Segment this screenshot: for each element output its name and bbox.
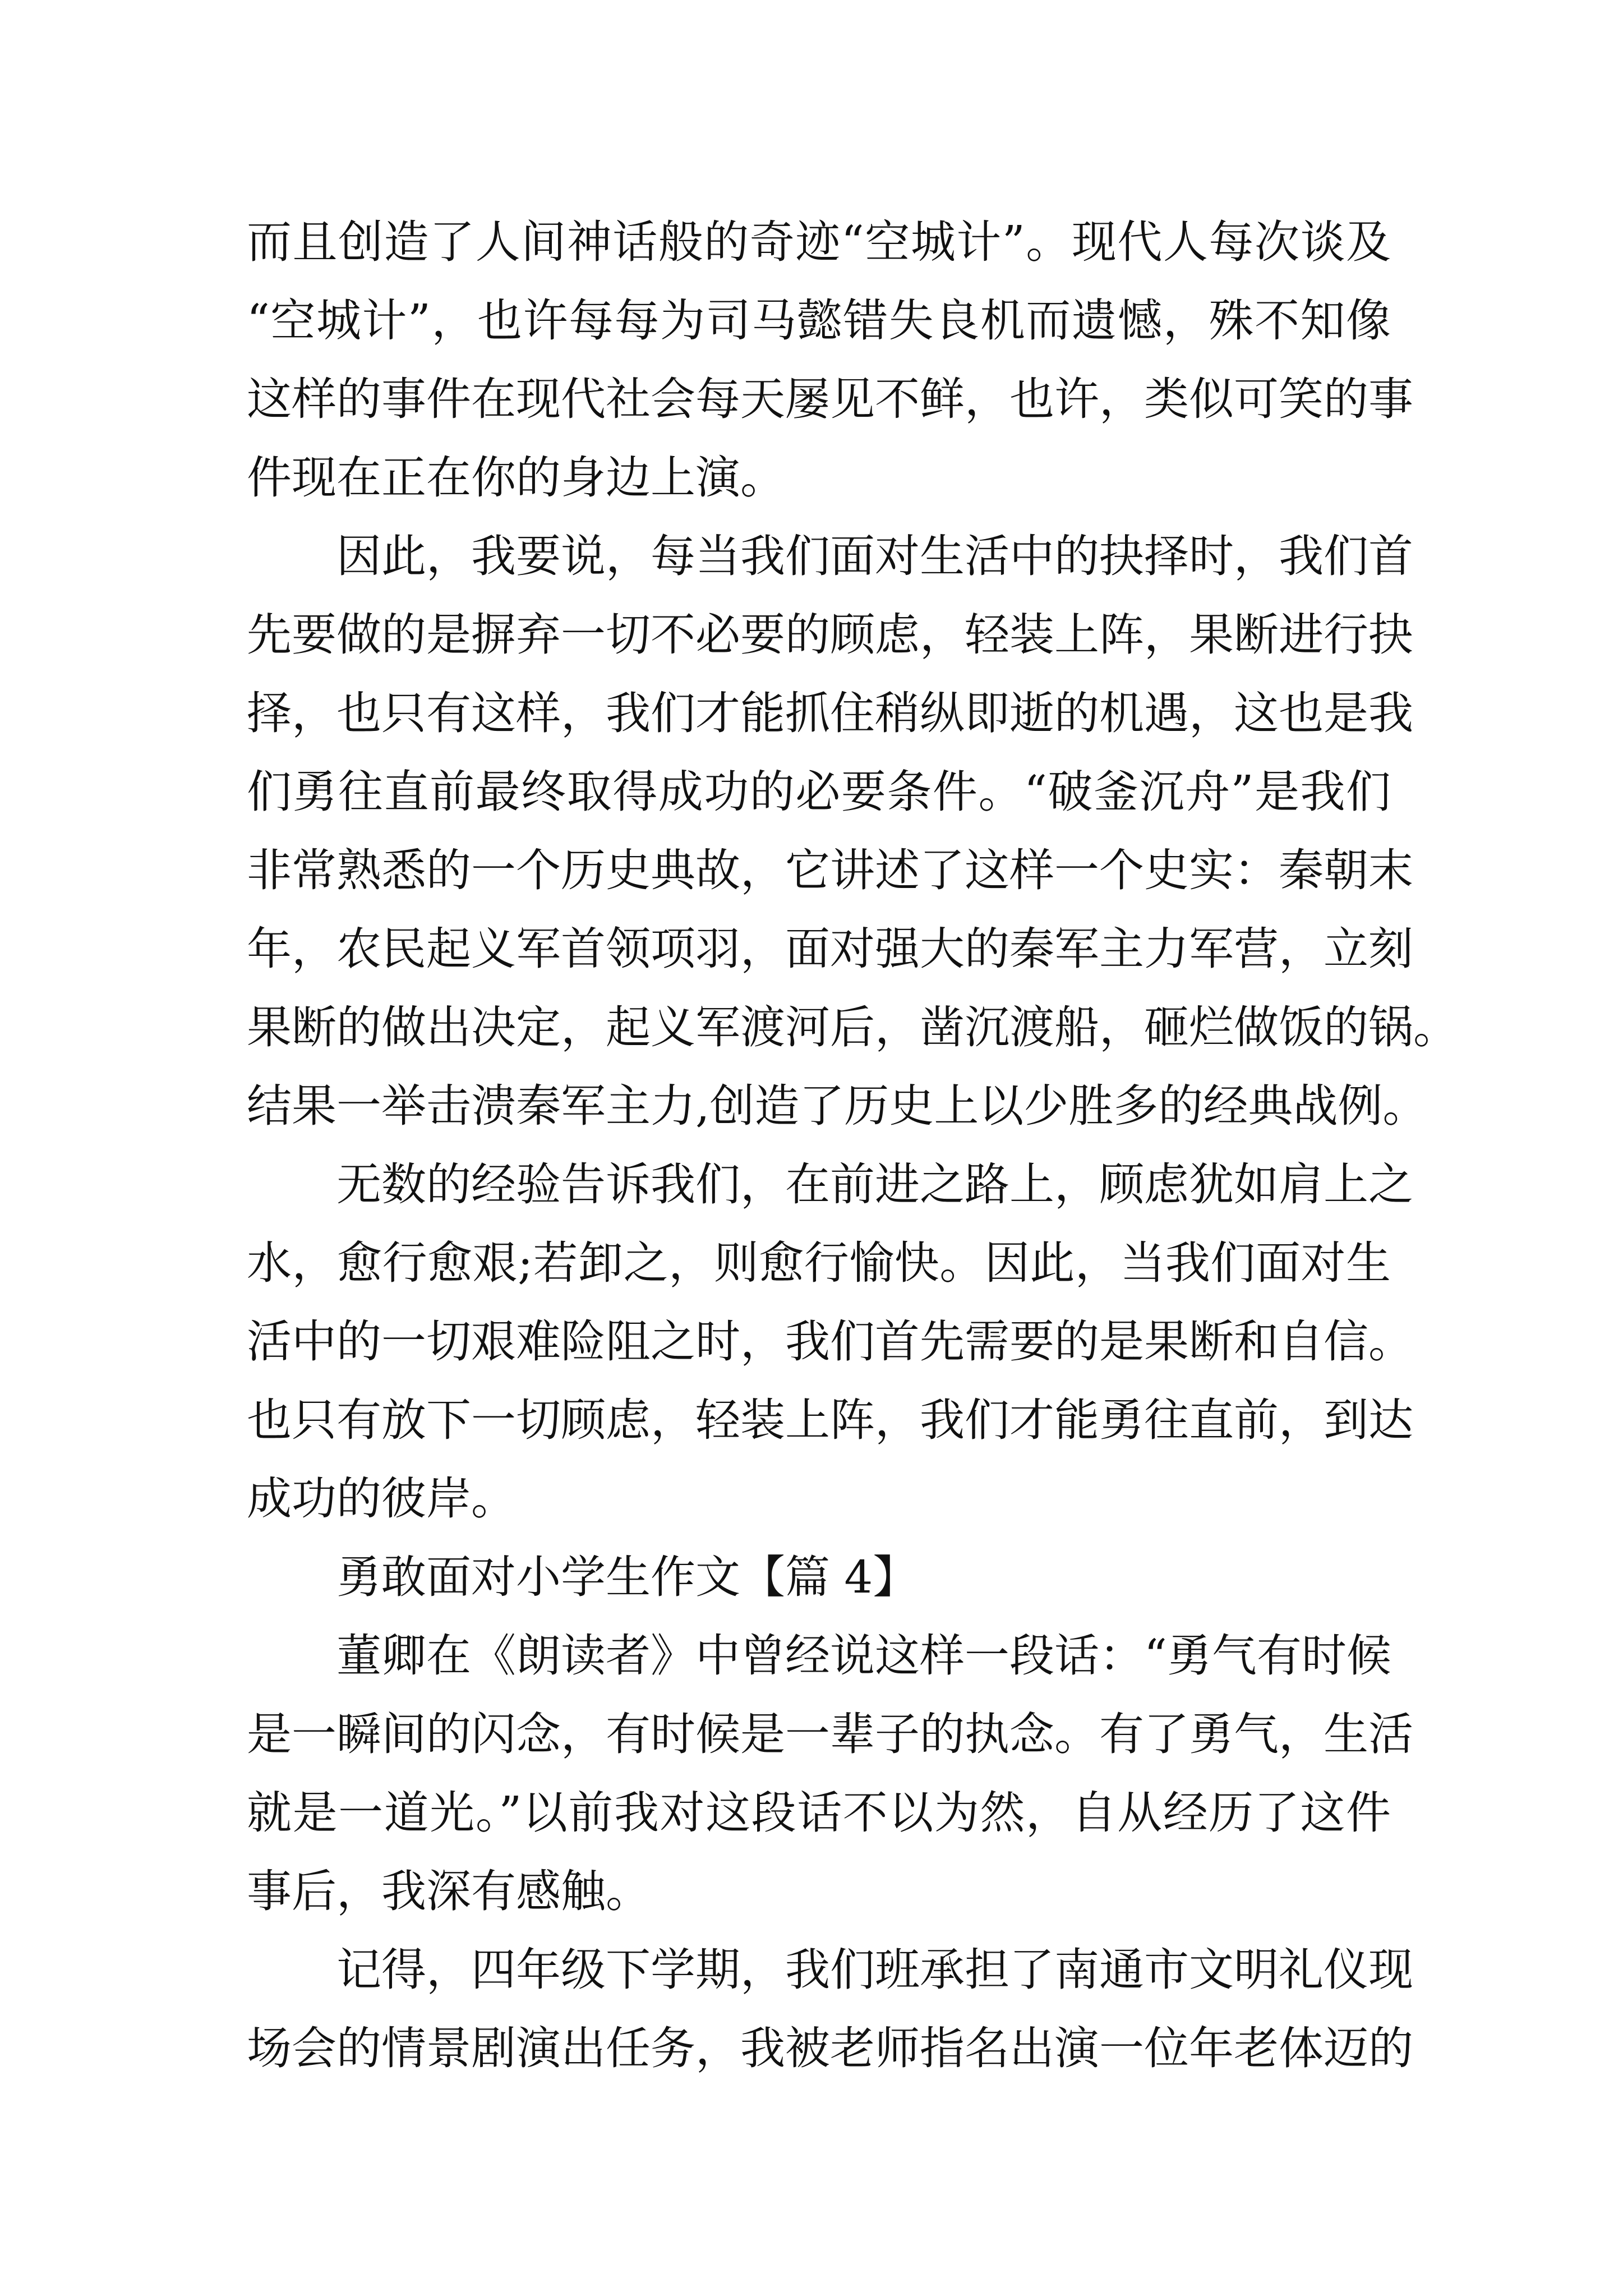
paragraph-first-line: 记得，四年级下学期，我们班承担了南通市文明礼仪现 [336, 1944, 1413, 1996]
paragraph-first-line: 无数的经验告诉我们，在前进之路上，顾虑犹如肩上之 [336, 1158, 1413, 1211]
text-line: 就是一道光。”以前我对这段话不以为然，自从经历了这件 [247, 1787, 1391, 1839]
paragraph-first-line: 董卿在《朗读者》中曾经说这样一段话：“勇气有时候 [336, 1630, 1391, 1682]
section-heading: 勇敢面对小学生作文【篇 4】 [336, 1551, 918, 1603]
text-line: 件现在正在你的身边上演。 [247, 452, 785, 504]
text-line: 水，愈行愈艰;若卸之，则愈行愉快。因此，当我们面对生 [247, 1237, 1391, 1289]
text-line: 先要做的是摒弃一切不必要的顾虑，轻装上阵，果断进行抉 [247, 609, 1413, 661]
text-line: 结果一举击溃秦军主力,创造了历史上以少胜多的经典战例。 [247, 1080, 1428, 1132]
text-line: 们勇往直前最终取得成功的必要条件。“破釜沉舟”是我们 [247, 766, 1391, 818]
text-line: 择，也只有这样，我们才能抓住稍纵即逝的机遇，这也是我 [247, 687, 1413, 739]
paragraph-first-line: 因此，我要说，每当我们面对生活中的抉择时，我们首 [336, 530, 1413, 582]
text-line: 活中的一切艰难险阻之时，我们首先需要的是果断和自信。 [247, 1315, 1413, 1368]
text-line: 年，农民起义军首领项羽，面对强大的秦军主力军营，立刻 [247, 923, 1413, 975]
text-line: 果断的做出决定，起义军渡河后，凿沉渡船，砸烂做饭的锅。 [247, 1001, 1458, 1053]
text-line: 这样的事件在现代社会每天屡见不鲜，也许，类似可笑的事 [247, 373, 1413, 425]
text-line: “空城计”，也许每每为司马懿错失良机而遗憾，殊不知像 [247, 295, 1391, 347]
text-line: 是一瞬间的闪念，有时候是一辈子的执念。有了勇气，生活 [247, 1708, 1413, 1760]
text-line: 事后，我深有感触。 [247, 1865, 651, 1917]
text-line: 也只有放下一切顾虑，轻装上阵，我们才能勇往直前，到达 [247, 1394, 1413, 1446]
text-line: 场会的情景剧演出任务，我被老师指名出演一位年老体迈的 [247, 2022, 1413, 2074]
text-line: 非常熟悉的一个历史典故，它讲述了这样一个史实：秦朝末 [247, 844, 1413, 896]
text-line: 而且创造了人间神话般的奇迹“空城计”。现代人每次谈及 [247, 216, 1391, 268]
text-line: 成功的彼岸。 [247, 1473, 516, 1525]
